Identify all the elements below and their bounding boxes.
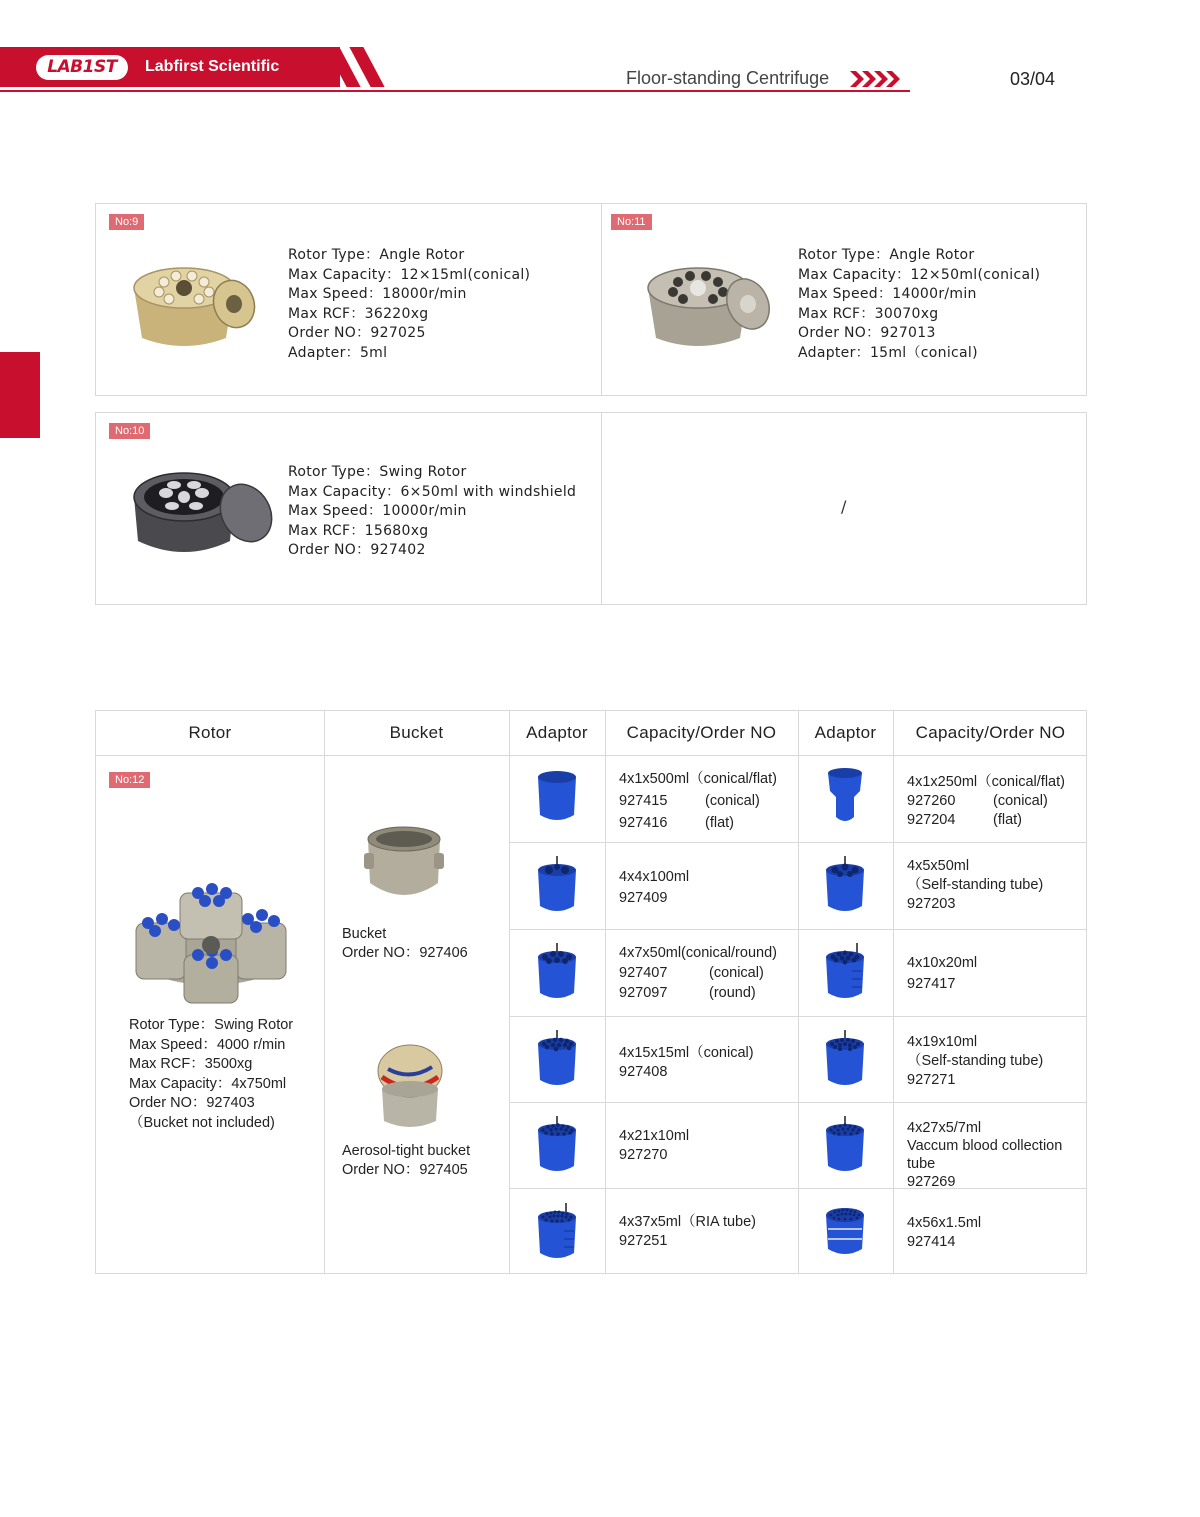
bucket-name: Bucket xyxy=(342,926,387,942)
spec-line: Order NO：927402 xyxy=(288,542,426,558)
capacity-order xyxy=(907,1119,1062,1191)
rotor-badge: No:11 xyxy=(611,214,652,230)
adaptor-image xyxy=(534,1028,580,1090)
capacity-line: 4x4x100ml xyxy=(619,869,690,885)
rotor-adaptor-table xyxy=(95,710,1087,1274)
capacity-order xyxy=(619,944,777,1003)
spec-line: Max RCF：3500xg xyxy=(129,1056,253,1072)
rotor-specs xyxy=(288,463,576,561)
spec-line: Max Capacity：6×50ml with windshield xyxy=(288,483,577,500)
header-bucket: Bucket xyxy=(389,723,444,742)
capacity-title: 4x1x250ml（conical/flat) xyxy=(907,774,1065,790)
tube-type: (round) xyxy=(709,985,756,1001)
adaptor-image xyxy=(822,1028,868,1090)
capacity-line: 927270 xyxy=(619,1147,668,1163)
rotor-badge: No:9 xyxy=(109,214,144,230)
capacity-line: 927271 xyxy=(907,1072,956,1088)
capacity-line: （Self-standing tube) xyxy=(907,1053,1044,1069)
header-rotor: Rotor xyxy=(188,723,232,742)
capacity-line: 927409 xyxy=(619,890,668,906)
capacity-line: 927251 xyxy=(619,1233,668,1249)
adaptor-image xyxy=(534,1114,580,1176)
tube-type: (flat) xyxy=(993,812,1022,828)
empty-card xyxy=(601,412,1087,605)
adaptor-image xyxy=(822,854,868,916)
header-adaptor: Adaptor xyxy=(526,723,588,742)
tube-type: (conical) xyxy=(993,793,1048,809)
document-title: Floor-standing Centrifuge xyxy=(626,68,830,88)
spec-line: Max Speed：14000r/min xyxy=(798,286,977,302)
capacity-line: 4x27x5/7ml xyxy=(907,1120,982,1136)
capacity-line: tube xyxy=(907,1156,936,1172)
tube-type: (conical) xyxy=(709,965,764,981)
rotor-specs xyxy=(129,1016,293,1133)
capacity-line: 4x21x10ml xyxy=(619,1128,690,1144)
adaptor-image xyxy=(822,941,868,1003)
bucket-info xyxy=(342,925,468,963)
swing-rotor-4-bucket-image xyxy=(128,879,294,1007)
spec-line: Adapter：5ml xyxy=(288,344,388,361)
bucket-order-no: Order NO：927406 xyxy=(342,945,468,961)
capacity-line: 927417 xyxy=(907,976,956,992)
capacity-line: （Self-standing tube) xyxy=(907,877,1044,893)
capacity-order xyxy=(907,1214,981,1252)
header-rule xyxy=(0,90,910,92)
adaptor-image xyxy=(822,1203,868,1261)
header-capacity: Capacity/Order NO xyxy=(915,723,1066,742)
spec-line: Order NO：927025 xyxy=(288,325,426,341)
capacity-order xyxy=(619,770,777,833)
capacity-order xyxy=(907,773,1065,830)
spec-line: Rotor Type：Swing Rotor xyxy=(288,464,467,480)
order-no: 927097 xyxy=(619,985,668,1001)
spec-line: Max RCF：30070xg xyxy=(798,305,939,322)
empty-placeholder: / xyxy=(841,497,847,516)
order-no: 927204 xyxy=(907,812,956,828)
capacity-line: 4x15x15ml（conical) xyxy=(619,1045,754,1061)
adaptor-image xyxy=(534,941,580,1003)
spec-line: Max Capacity：4x750ml xyxy=(129,1075,287,1092)
tube-type: (conical) xyxy=(705,793,760,809)
brand-name: Labfirst Scientific xyxy=(145,58,280,75)
side-tab xyxy=(0,352,40,438)
capacity-line: 927269 xyxy=(907,1174,956,1190)
rotor-specs xyxy=(288,246,530,363)
order-no: 927260 xyxy=(907,793,956,809)
capacity-line: Vaccum blood collection xyxy=(907,1138,1063,1154)
order-no: 927407 xyxy=(619,965,668,981)
capacity-title: 4x7x50ml(conical/round) xyxy=(619,945,777,961)
capacity-line: 927408 xyxy=(619,1064,668,1080)
capacity-title: 4x1x500ml（conical/flat) xyxy=(619,771,777,787)
page-number: 03/04 xyxy=(1010,69,1056,89)
spec-line: Order NO：927403 xyxy=(129,1095,255,1111)
chevrons-right-icon xyxy=(850,69,904,89)
bucket-order-no: Order NO：927405 xyxy=(342,1162,468,1178)
capacity-order xyxy=(907,954,977,994)
angle-rotor-silver-image xyxy=(638,256,778,354)
tube-type: (flat) xyxy=(705,815,734,831)
adaptor-image xyxy=(822,767,868,827)
spec-line: Adapter：15ml（conical) xyxy=(798,344,978,361)
capacity-line: 927414 xyxy=(907,1234,956,1250)
adaptor-image xyxy=(822,1114,868,1176)
swing-rotor-windshield-image xyxy=(128,463,278,563)
bucket-name: Aerosol-tight bucket xyxy=(342,1143,471,1159)
capacity-line: 4x10x20ml xyxy=(907,955,978,971)
rotor-specs xyxy=(798,246,1040,363)
bucket-info xyxy=(342,1142,470,1180)
rotor-card-no10 xyxy=(95,412,602,605)
header-adaptor: Adaptor xyxy=(814,723,877,742)
bucket-image xyxy=(362,823,446,909)
capacity-order xyxy=(907,1033,1043,1090)
header-capacity: Capacity/Order NO xyxy=(626,723,777,742)
capacity-line: 4x56x1.5ml xyxy=(907,1215,982,1231)
capacity-line: 4x5x50ml xyxy=(907,858,970,874)
brand-logo: LAB1ST xyxy=(36,55,128,80)
rotor-card-no11 xyxy=(601,203,1087,396)
aerosol-tight-bucket-image xyxy=(372,1041,448,1133)
spec-line: Rotor Type：Angle Rotor xyxy=(798,247,975,263)
spec-line: Rotor Type：Angle Rotor xyxy=(288,247,465,263)
rotor-card-no9 xyxy=(95,203,602,396)
capacity-order xyxy=(619,1127,689,1165)
capacity-line: 4x37x5ml（RIA tube) xyxy=(619,1214,757,1230)
adaptor-image xyxy=(534,1201,580,1263)
spec-line: Max Speed：4000 r/min xyxy=(129,1036,286,1053)
spec-line: Max RCF：15680xg xyxy=(288,522,429,539)
rotor-badge: No:12 xyxy=(109,772,150,788)
capacity-order xyxy=(619,1213,756,1251)
order-no: 927415 xyxy=(619,793,668,809)
capacity-order xyxy=(619,1044,754,1082)
adaptor-image xyxy=(534,854,580,916)
capacity-order xyxy=(907,857,1043,914)
spec-line: Max Speed：10000r/min xyxy=(288,503,467,519)
capacity-line: 927203 xyxy=(907,896,956,912)
spec-line: Max Capacity：12×50ml(conical) xyxy=(798,266,1041,283)
spec-line: Max Speed：18000r/min xyxy=(288,286,467,302)
spec-line: Rotor Type：Swing Rotor xyxy=(129,1017,294,1033)
spec-line: （Bucket not included) xyxy=(129,1114,275,1131)
spec-line: Max RCF：36220xg xyxy=(288,305,429,322)
spec-line: Order NO：927013 xyxy=(798,325,936,341)
capacity-order xyxy=(619,868,689,908)
rotor-badge: No:10 xyxy=(109,423,150,439)
angle-rotor-gold-image xyxy=(124,256,264,354)
capacity-line: 4x19x10ml xyxy=(907,1034,978,1050)
adaptor-image xyxy=(534,769,580,825)
spec-line: Max Capacity：12×15ml(conical) xyxy=(288,266,531,283)
order-no: 927416 xyxy=(619,815,668,831)
